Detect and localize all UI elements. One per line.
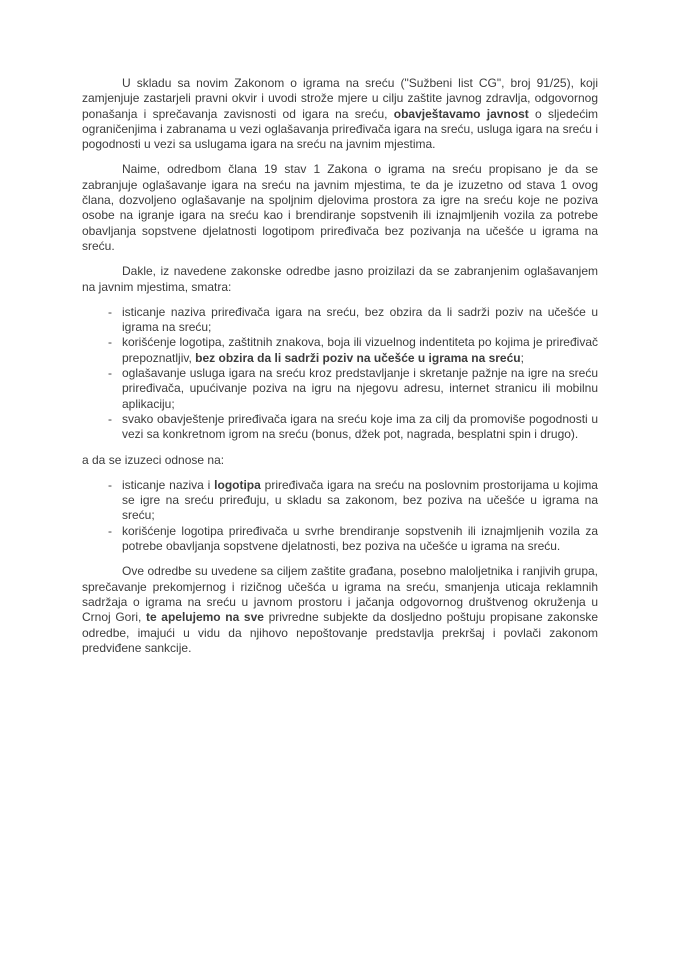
list-bullet: - (108, 411, 112, 426)
text-run: isticanje naziva i (122, 477, 215, 492)
text-run: korišćenje logotipa priređivača u svrhe brendiranje sopstvenih ili iznajmljenih vozila za potrebe obavljanja sopstvene djelatnosti, bez poziva na učešće u igrama na sreću. (122, 523, 598, 554)
text-run: oglašavanje usluga igara na sreću kroz predstavljanje i skretanje pažnje na igre na sreću priređivača, upućivanje poziva na igru na njegovu adresu, internet stranicu ili mobilnu aplikaciju; (122, 366, 598, 411)
bold-text-run: logotipa (214, 477, 261, 492)
document-content (82, 76, 598, 656)
text-run: svako obavještenje priređivača igara na sreću koje ima za cilj da promoviše pogodnosti u vezi sa konkretnom igrom na sreću (bonus, džek pot, nagrada, besplatni spin i drugo). (122, 411, 598, 442)
bullet-list (82, 305, 598, 443)
list-bullet: - (108, 366, 112, 381)
text-run: priređivača igara na sreću na poslovnim prostorijama u kojima se igre na sreću priređuju, u skladu sa zakonom, bez poziva na učešće u igrama na sreću; (122, 477, 598, 523)
bold-text-run: obavještavamo javnost (393, 106, 529, 121)
list-item-text (122, 335, 598, 366)
text-run: Dakle, iz navedene zakonske odredbe jasno proizilazi da se zabranjenim oglašavanjem na javnim mjestima, smatra: (82, 264, 598, 294)
list-item-text (122, 478, 598, 524)
text-run: korišćenje logotipa, zaštitnih znakova, boja ili vizuelnog indentiteta po kojima je priređivač prepoznatljiv, (122, 335, 598, 365)
list-item (82, 335, 598, 366)
bold-text-run: bez obzira da li sadrži poziv na učešće u igrama na sreću (195, 350, 521, 365)
list-bullet: - (108, 477, 112, 492)
text-run: a da se izuzeci odnose na: (82, 452, 225, 467)
list-item-text (122, 412, 598, 443)
paragraph (82, 453, 598, 468)
bold-text-run: te apelujemo na sve (145, 610, 264, 625)
text-run: Naime, odredbom člana 19 stav 1 Zakona o igrama na sreću propisano je da se zabranjuje oglašavanje igara na sreću na javnim mjestima, te da je izuzetno od stava 1 ovog člana, dozvoljeno oglašavanje na spoljnim djelovima prostora za igre na sreću koje ne poziva osobe na igranje igara na sreću kao i brendiranje sopstvenih ili iznajmljenih vozila za potrebe obavljanja sopstvene djelatnosti logotipom priređivača bez pozivanja na učešće u igrama na sreću. (82, 162, 598, 253)
list-item (82, 305, 598, 336)
list-item (82, 478, 598, 524)
list-bullet: - (108, 335, 112, 350)
list-bullet: - (108, 523, 112, 538)
text-run: Ove odredbe su uvedene sa ciljem zaštite građana, posebno maloljetnika i ranjivih grupa, sprečavanje prekomjernog i rizičnog učešća u igrama na sreću, smanjenja uticaja reklamnih sadržaja o igrama na sreću u javnom prostoru i jačanja odgovornog društvenog okruženja u Crnoj Gori, (82, 564, 598, 625)
list-bullet: - (108, 304, 112, 319)
list-item-text (122, 366, 598, 412)
text-run: U skladu sa novim Zakonom o igrama na sreću ("Sužbeni list CG", broj 91/25), koji zamjenjuje zastarjeli pravni okvir i uvodi strože mjere u cilju zaštite javnog zdravlja, odgovornog ponašanja i sprečavanja zavisnosti od igara na sreću, (82, 76, 598, 121)
bullet-list (82, 478, 598, 554)
text-run: o sljedećim ograničenjima i zabranama u vezi oglašavanja priređivača igara na sreću, usluga igara na sreću i pogodnosti u vezi sa uslugama igara na sreću na javnim mjestima. (82, 106, 598, 152)
paragraph (82, 564, 598, 656)
text-run: ; (520, 350, 524, 365)
list-item (82, 412, 598, 443)
list-item (82, 524, 598, 555)
list-item-text (122, 305, 598, 336)
text-run: privredne subjekte da dosljedno poštuju propisane zakonske odredbe, imajući u vidu da njihovo nepoštovanje predstavlja prekršaj i povlači zakonom predviđene sankcije. (82, 610, 598, 655)
list-item (82, 366, 598, 412)
list-item-text (122, 524, 598, 555)
paragraph (82, 264, 598, 295)
paragraph (82, 76, 598, 152)
text-run: isticanje naziva priređivača igara na sreću, bez obzira da li sadrži poziv na učešće u igrama na sreću; (122, 304, 598, 335)
paragraph (82, 162, 598, 254)
